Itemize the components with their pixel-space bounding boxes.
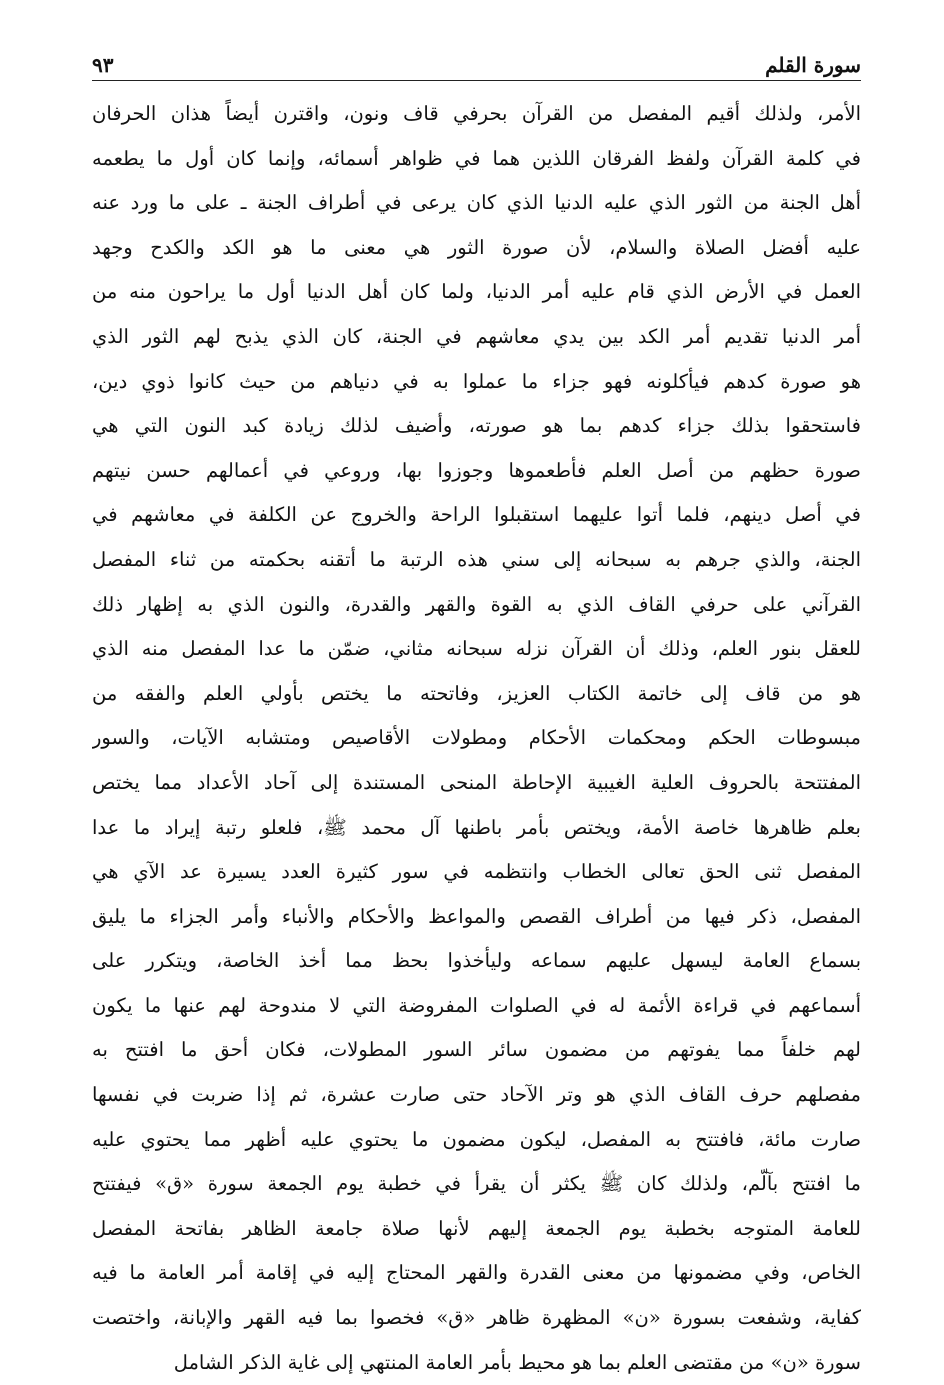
text-line: في كلمة القرآن ولفظ الفرقان اللذين هما في ظواهر أسمائه، وإنما كان أول ما يطعمه [92, 146, 861, 170]
text-line: الجنة، والذي جرهم به سبحانه إلى سني هذه الرتبة ما أتقنه بحكمته من ثناء المفصل [92, 547, 861, 571]
text-line: أسماعهم في قراءة الأئمة له في الصلوات المفروضة التي لا مندوحة لهم عنها ما يكون [92, 993, 861, 1017]
text-line: المفصل، ذكر فيها من أطراف القصص والمواعظ والأحكام والأنباء وأمر الجزاء ما يليق [92, 904, 861, 928]
text-line: المفتتحة بالحروف العلية الغيبية الإحاطة المنحى المستندة إلى آحاد الأعداد مما يختص [92, 770, 861, 794]
text-line: هو صورة كدهم فيأكلونه فهو جزاء ما عملوا به في دنياهم من حيث كانوا ذوي دين، [92, 369, 861, 393]
text-line: أهل الجنة من الثور الذي عليه الدنيا الذي كان يرعى في أطراف الجنة ـ على ما ورد عنه [92, 191, 861, 215]
page-header [92, 40, 861, 80]
text-line: أمر الدنيا تقديم أمر الكد بين يدي معاشهم في الجنة، كان الذي يذبح لهم الثور الذي [92, 324, 861, 348]
text-line: الخاص، وفي مضمونها من معنى القدرة والقهر المحتاج إليه في إقامة أمر العامة ما فيه [92, 1261, 861, 1285]
text-line: كفاية، وشفعت بسورة «ن» المظهرة ظاهر «ق» فخصوا بما فيه القهر والإبانة، واختصت [92, 1306, 861, 1330]
header-rule [92, 80, 861, 81]
text-line: بسماع العامة ليسهل عليهم سماعه وليأخذوا بحظ مما أخذ الخاصة، ويتكرر على [92, 949, 861, 973]
text-line: مبسوطات الحكم ومحكمات الأحكام ومطولات الأقاصيص ومتشابه الآيات، والسور [92, 726, 861, 750]
text-line: سورة «ن» من مقتضى العلم بما هو محيط بأمر العامة المنتهي إلى غاية الذكر الشامل [173, 1350, 861, 1374]
text-line: العمل في الأرض الذي قام عليه أمر الدنيا، ولما كان أهل الدنيا أول ما يراحون منه من [92, 280, 861, 304]
text-line: المفصل ثنى الحق تعالى الخطاب وانتظمه في سور كثيرة العدد يسيرة عد الآي هي [92, 860, 861, 884]
surah-title: سورة القلم [765, 53, 861, 77]
text-line: لهم خلفاً مما يفوتهم من مضمون سائر السور المطولات، فكان أحق ما افتتح به [92, 1038, 861, 1062]
text-line: في أصل دينهم، فلما أتوا عليهما استقبلوا الراحة والخروج عن الكلفة في معاشهم في [92, 503, 861, 527]
text-line: صورة حظهم من أصل العلم فأطعموها وجوزوا بها، وروعي في أعمالهم حسن نيتهم [92, 458, 861, 482]
text-line: الأمر، ولذلك أقيم المفصل من القرآن بحرفي قاف ونون، واقترن أيضاً هذان الحرفان [92, 102, 861, 125]
body-text [92, 92, 861, 1385]
text-line: بعلم ظاهرها خاصة الأمة، ويختص بأمر باطنها آل محمد ﷺ، فلعلو رتبة إيراد ما عدا [92, 815, 861, 839]
text-line: للعامة المتوجه بخطبة يوم الجمعة إليهم لأنها صلاة جامعة الظاهر بفاتحة المفصل [92, 1216, 861, 1240]
text-line: هو من قاف إلى خاتمة الكتاب العزيز، وفاتحته ما يختص بأولي العلم والفقه من [92, 681, 861, 705]
text-line: ما افتتح بآلّم، ولذلك كان ﷺ يكثر أن يقرأ في خطبة يوم الجمعة سورة «ق» فيفتتح [92, 1172, 861, 1196]
page-number: ٩٣ [92, 53, 114, 77]
text-line: مفصلهم حرف القاف الذي هو وتر الآحاد حتى صارت عشرة، ثم إذا ضربت في نفسها [92, 1083, 861, 1107]
text-line: عليه أفضل الصلاة والسلام، لأن صورة الثور هي معنى ما هو الكد والكدح وجهد [92, 235, 861, 259]
text-line: القرآني على حرفي القاف الذي به القوة والقهر والقدرة، والنون الذي به إظهار ذلك [92, 592, 861, 616]
text-line: صارت مائة، فافتتح به المفصل، ليكون مضمون ما يحتوي عليه أظهر مما يحتوي عليه [92, 1127, 861, 1151]
text-line: للعقل بنور العلم، وذلك أن القرآن نزله سبحانه مثاني، ضمّن ما عدا المفصل منه الذي [92, 637, 861, 661]
text-line: فاستحقوا بذلك جزاء كدهم بما هو صورته، وأضيف لذلك زيادة كبد النون التي هي [92, 414, 861, 438]
